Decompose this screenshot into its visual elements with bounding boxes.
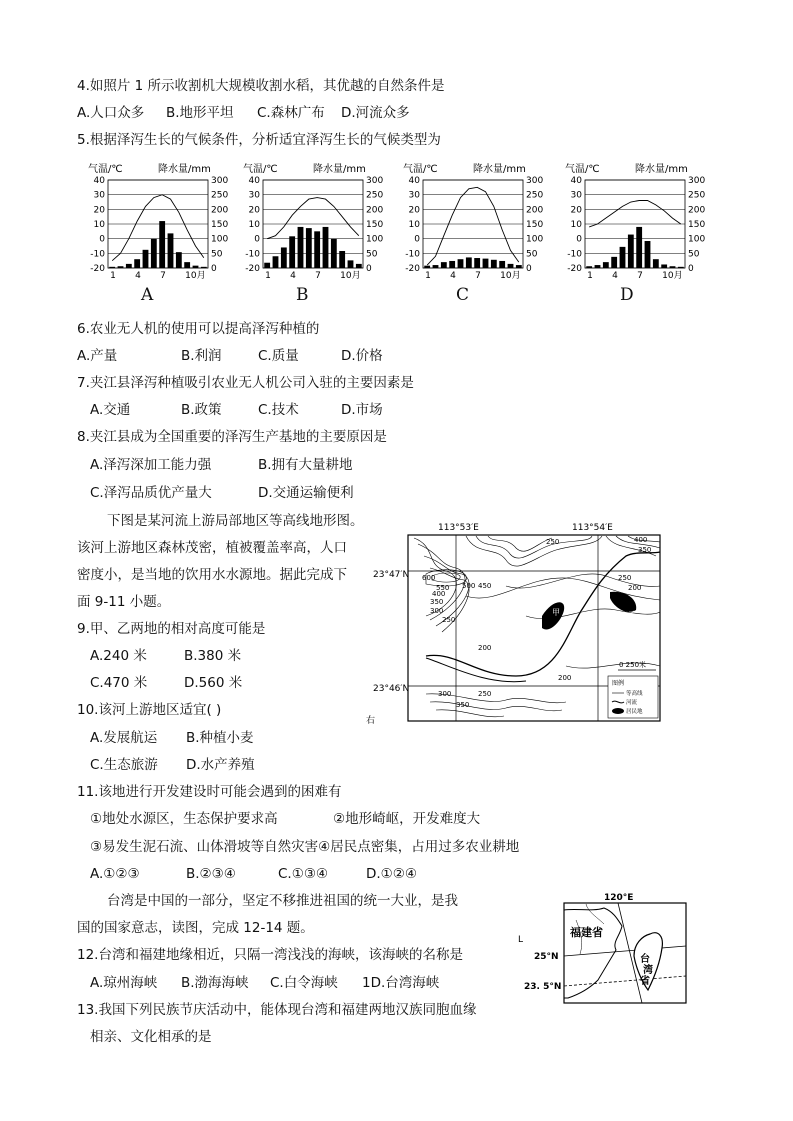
climate-chart-b	[241, 160, 401, 284]
settlement-yi	[610, 592, 636, 612]
precip-bar	[595, 265, 601, 268]
q13-stem: 13.我国下列民族节庆活动中，能体现台湾和福建两地汉族同胞血缘	[77, 1002, 477, 1018]
q4-option-a: A.人口众多	[77, 105, 145, 121]
month-tick-label: 1	[265, 271, 271, 281]
taiwan-map	[518, 890, 688, 1006]
svg-text:居民地: 居民地	[626, 709, 643, 715]
temp-axis-title: 气温/℃	[88, 164, 123, 175]
precip-tick-label: 200	[211, 205, 229, 216]
passage1-line2: 该河上游地区森林茂密，植被覆盖率高，人口	[77, 540, 347, 556]
q12-stem: 12.台湾和福建地缘相近，只隔一湾浅浅的海峡，该海峡的名称是	[77, 947, 463, 963]
svg-text:250: 250	[546, 538, 560, 546]
q11-stem: 11.该地进行开发建设时可能会遇到的困难有	[77, 784, 342, 800]
precip-bar	[458, 259, 464, 268]
svg-text:350: 350	[430, 598, 444, 606]
month-tick-label: 7	[160, 271, 166, 281]
month-tick-label: 4	[612, 271, 618, 281]
month-tick-label: 4	[290, 271, 296, 281]
q10-option-c: C.生态旅游	[90, 757, 158, 773]
svg-text:450: 450	[478, 582, 492, 590]
precip-axis-title: 降水量/mm	[158, 164, 211, 175]
tropic-of-cancer	[564, 976, 686, 986]
precip-bar	[201, 267, 207, 268]
lon-120-label: 120°E	[604, 893, 634, 903]
precip-bar	[176, 252, 182, 268]
chart-label-a: A	[141, 285, 154, 305]
precip-bar	[323, 227, 329, 268]
precip-tick-label: 0	[688, 264, 694, 274]
precip-bar	[184, 262, 190, 268]
precip-bar	[159, 221, 165, 268]
precip-tick-label: 250	[211, 190, 229, 201]
svg-text:200: 200	[478, 644, 492, 652]
svg-text:300: 300	[438, 690, 452, 698]
passage1-line1: 下图是某河流上游局部地区等高线地形图。	[107, 513, 364, 529]
precip-tick-label: 150	[211, 220, 229, 230]
q10-option-d: D.水产养殖	[186, 757, 255, 773]
temperature-curve	[112, 195, 204, 261]
temp-tick-label: -10	[90, 249, 105, 260]
precip-axis-title: 降水量/mm	[313, 164, 366, 175]
precip-bar	[499, 261, 505, 268]
precip-tick-label: 200	[688, 205, 706, 216]
q11-item-3: ③易发生泥石流、山体滑坡等自然灾害④居民点密集，占用过多农业耕地	[90, 839, 520, 855]
precip-tick-label: 50	[366, 249, 378, 260]
stray-mark: 右	[366, 716, 376, 726]
q7-option-b: B.政策	[181, 402, 222, 418]
chart-label-b: B	[296, 285, 309, 305]
precip-bar	[168, 233, 174, 268]
month-tick-label: 4	[135, 271, 141, 281]
precip-axis-title: 降水量/mm	[473, 164, 526, 175]
precip-tick-label: 150	[366, 220, 384, 230]
q8-option-c: C.泽泻品质优产量大	[90, 485, 212, 501]
precip-bar	[516, 265, 522, 268]
precip-bar	[264, 263, 270, 268]
temp-tick-label: 10	[248, 220, 260, 230]
precip-bar	[466, 257, 472, 268]
svg-text:200: 200	[628, 584, 642, 592]
precip-tick-label: 50	[211, 249, 223, 260]
temp-tick-label: 20	[408, 205, 420, 216]
q11-item-2: ②地形崎岖，开发难度大	[333, 811, 481, 827]
q6-option-b: B.利润	[181, 348, 222, 364]
precip-bar	[620, 247, 626, 268]
precip-bar	[491, 260, 497, 268]
temperature-curve	[267, 198, 359, 239]
month-tick-label: 1	[587, 271, 593, 281]
svg-text:350: 350	[638, 546, 652, 554]
month-tick-label: 1	[425, 271, 431, 281]
q7-option-d: D.市场	[341, 402, 383, 418]
precip-bar	[143, 250, 149, 268]
precip-tick-label: 200	[366, 205, 384, 216]
climate-chart-c	[401, 160, 561, 284]
lon-right-label: 113°54′E	[572, 523, 613, 533]
q4-stem: 4.如照片 1 所示收割机大规模收割水稻，其优越的自然条件是	[77, 78, 445, 94]
lat-top-label: 23°47′N	[373, 570, 410, 580]
precip-tick-label: 250	[366, 190, 384, 201]
temp-axis-title: 气温/℃	[243, 164, 278, 175]
temp-tick-label: 10	[93, 220, 105, 230]
q11-option-c: C.①③④	[278, 866, 329, 882]
passage1-line3: 密度小，是当地的饮用水水源地。据此完成下	[77, 567, 347, 583]
svg-text:400: 400	[432, 590, 446, 598]
precip-axis-title: 降水量/mm	[635, 164, 688, 175]
inset-frame	[564, 903, 686, 1003]
q9-option-b: B.380 米	[184, 648, 242, 664]
temp-tick-label: -10	[245, 249, 260, 260]
precip-bar	[193, 266, 199, 268]
precip-bar	[118, 266, 124, 268]
temp-tick-label: 20	[248, 205, 260, 216]
precip-bar	[586, 266, 592, 268]
temp-axis-title: 气温/℃	[403, 164, 438, 175]
q6-option-c: C.质量	[258, 348, 299, 364]
svg-text:250: 250	[618, 574, 632, 582]
precip-bar	[109, 267, 115, 268]
svg-text:350: 350	[456, 701, 470, 709]
precip-bar	[441, 262, 447, 268]
precip-bar	[449, 261, 455, 268]
fujian-coastline	[564, 908, 622, 998]
q11-item-1: ①地处水源区，生态保护要求高	[90, 811, 278, 827]
temp-tick-label: 30	[570, 190, 582, 201]
lon-left-label: 113°53′E	[438, 523, 479, 533]
temp-tick-label: 40	[408, 176, 420, 186]
month-tick-label: 10月	[500, 271, 521, 281]
precip-bar	[331, 239, 337, 268]
precip-tick-label: 300	[211, 176, 229, 186]
q10-option-a: A.发展航运	[90, 730, 158, 746]
temp-tick-label: 30	[408, 190, 420, 201]
precip-bar	[636, 227, 642, 268]
precip-bar	[508, 264, 514, 268]
month-tick-label: 7	[475, 271, 481, 281]
temp-tick-label: 10	[408, 220, 420, 230]
q4-option-d: D.河流众多	[341, 105, 410, 121]
precip-bar	[670, 266, 676, 268]
temp-tick-label: 40	[570, 176, 582, 186]
river-tributary	[426, 658, 526, 682]
q12-option-c: C.白令海峡	[270, 975, 338, 991]
lat-bottom-label: 23°46′N	[373, 684, 410, 694]
precip-bar	[653, 259, 659, 268]
svg-text:250: 250	[442, 616, 456, 624]
q12-option-a: A.琼州海峡	[90, 975, 158, 991]
precip-tick-label: 0	[526, 264, 532, 274]
precip-tick-label: 150	[526, 220, 544, 230]
taiwan-label-2: 湾	[643, 965, 653, 976]
q8-stem: 8.夹江县成为全国重要的泽泻生产基地的主要原因是	[77, 429, 387, 445]
topographic-map	[366, 516, 666, 728]
precip-tick-label: 0	[366, 264, 372, 274]
month-tick-label: 7	[315, 271, 321, 281]
scale-bar	[618, 660, 656, 670]
svg-text:0 250米: 0 250米	[619, 661, 647, 669]
precip-tick-label: 300	[526, 176, 544, 186]
temp-tick-label: 0	[99, 234, 105, 245]
precip-bar	[126, 264, 132, 268]
temp-tick-label: 20	[570, 205, 582, 216]
temp-tick-label: 40	[93, 176, 105, 186]
precip-tick-label: 300	[688, 176, 706, 186]
precip-tick-label: 250	[688, 190, 706, 201]
precip-tick-label: 200	[526, 205, 544, 216]
temp-tick-label: -10	[567, 249, 582, 260]
climate-chart-a	[86, 160, 246, 284]
climate-chart-d	[563, 160, 723, 284]
precip-tick-label: 0	[211, 264, 217, 274]
precip-bar	[306, 228, 312, 268]
parallel-25	[564, 946, 686, 956]
temp-tick-label: 0	[254, 234, 260, 245]
precip-bar	[281, 247, 287, 268]
month-tick-label: 1	[110, 271, 116, 281]
q4-option-c: C.森林广布	[257, 105, 325, 121]
temp-tick-label: -20	[405, 264, 420, 274]
precip-bar	[273, 256, 279, 268]
q6-option-a: A.产量	[77, 348, 118, 364]
q11-option-d: D.①②④	[366, 866, 417, 882]
q7-stem: 7.夹江县泽泻种植吸引农业无人机公司入驻的主要因素是	[77, 375, 414, 391]
chart-label-d: D	[620, 285, 634, 305]
lat-23-5-label: 23. 5°N	[524, 982, 562, 992]
temp-tick-label: 10	[570, 220, 582, 230]
precip-tick-label: 100	[211, 234, 229, 245]
q7-option-a: A.交通	[90, 402, 131, 418]
precip-bar	[433, 265, 439, 268]
q7-option-c: C.技术	[258, 402, 299, 418]
temp-tick-label: 20	[93, 205, 105, 216]
svg-text:550: 550	[436, 584, 450, 592]
precip-bar	[151, 239, 157, 268]
q10-option-b: B.种植小麦	[186, 730, 254, 746]
temp-tick-label: 30	[248, 190, 260, 201]
svg-text:200: 200	[558, 674, 572, 682]
q12-option-d: 1D.台湾海峡	[362, 975, 440, 991]
temp-tick-label: -20	[245, 264, 260, 274]
place-yi: 乙	[628, 610, 636, 619]
precip-bar	[678, 267, 684, 268]
precip-tick-label: 250	[526, 190, 544, 201]
precip-bar	[628, 235, 634, 268]
month-tick-label: 10月	[340, 271, 361, 281]
q8-option-b: B.拥有大量耕地	[258, 457, 353, 473]
lat-25-label: 25°N	[534, 952, 559, 962]
temp-tick-label: 0	[576, 234, 582, 245]
place-jia: 甲	[552, 608, 560, 617]
taiwan-label-1: 台	[640, 954, 650, 965]
q10-stem: 10.该河上游地区适宜( )	[77, 702, 222, 718]
q9-stem: 9.甲、乙两地的相对高度可能是	[77, 621, 266, 637]
passage2-line1: 台湾是中国的一部分，坚定不移推进祖国的统一大业，是我	[107, 893, 458, 909]
precip-bar	[356, 264, 362, 268]
map-legend	[608, 676, 658, 718]
precip-tick-label: 100	[688, 234, 706, 245]
precip-tick-label: 300	[366, 176, 384, 186]
q6-stem: 6.农业无人机的使用可以提高泽泻种植的	[77, 321, 320, 337]
temp-tick-label: -20	[567, 264, 582, 274]
precip-tick-label: 100	[526, 234, 544, 245]
q5-stem: 5.根据泽泻生长的气候条件，分析适宜泽泻生长的气候类型为	[77, 132, 441, 148]
precip-bar	[314, 231, 320, 268]
fujian-label: 福建省	[570, 926, 603, 939]
svg-text:400: 400	[634, 536, 648, 544]
precip-tick-label: 100	[366, 234, 384, 245]
svg-text:250: 250	[478, 690, 492, 698]
temperature-curve	[589, 201, 681, 227]
svg-text:500: 500	[462, 582, 476, 590]
q11-option-b: B.②③④	[186, 866, 236, 882]
precip-bar	[289, 236, 295, 268]
q11-option-a: A.①②③	[90, 866, 140, 882]
passage2-line2: 国的国家意志，读图，完成 12-14 题。	[77, 920, 314, 936]
q12-option-b: B.渤海海峡	[181, 975, 249, 991]
temp-tick-label: -20	[90, 264, 105, 274]
precip-bar	[661, 264, 667, 268]
precip-tick-label: 50	[526, 249, 538, 260]
month-tick-label: 7	[637, 271, 643, 281]
precip-bar	[339, 251, 345, 268]
chart-label-c: C	[456, 285, 470, 305]
temp-tick-label: 30	[93, 190, 105, 201]
q9-option-c: C.470 米	[90, 675, 148, 691]
svg-text:河流: 河流	[626, 700, 638, 706]
temp-tick-label: 0	[414, 234, 420, 245]
precip-bar	[603, 262, 609, 268]
month-tick-label: 4	[450, 271, 456, 281]
precip-bar	[348, 260, 354, 268]
precip-bar	[483, 259, 489, 268]
precip-bar	[424, 266, 430, 268]
month-tick-label: 10月	[185, 271, 206, 281]
temp-axis-title: 气温/℃	[565, 164, 600, 175]
q13-stem-cont: 相亲、文化相承的是	[90, 1029, 212, 1045]
q9-option-d: D.560 米	[184, 675, 243, 691]
passage1-line4: 面 9-11 小题。	[77, 594, 171, 610]
q4-option-b: B.地形平坦	[166, 105, 234, 121]
stray-l: L	[518, 935, 524, 945]
q8-option-d: D.交通运输便利	[258, 485, 354, 501]
precip-bar	[134, 259, 140, 268]
temp-tick-label: 40	[248, 176, 260, 186]
precip-bar	[298, 227, 304, 268]
precip-tick-label: 50	[688, 249, 700, 260]
q8-option-a: A.泽泻深加工能力强	[90, 457, 212, 473]
q9-option-a: A.240 米	[90, 648, 147, 664]
svg-text:300: 300	[430, 607, 444, 615]
taiwan-label-3: 省	[640, 976, 650, 987]
precip-tick-label: 150	[688, 220, 706, 230]
svg-text:等高线: 等高线	[626, 691, 643, 697]
month-tick-label: 10月	[662, 271, 683, 281]
q6-option-d: D.价格	[341, 348, 383, 364]
precip-bar	[611, 257, 617, 268]
svg-text:600: 600	[422, 574, 436, 582]
svg-text:图例: 图例	[612, 680, 625, 687]
precip-bar	[474, 258, 480, 268]
temp-tick-label: -10	[405, 249, 420, 260]
precip-bar	[645, 241, 651, 268]
